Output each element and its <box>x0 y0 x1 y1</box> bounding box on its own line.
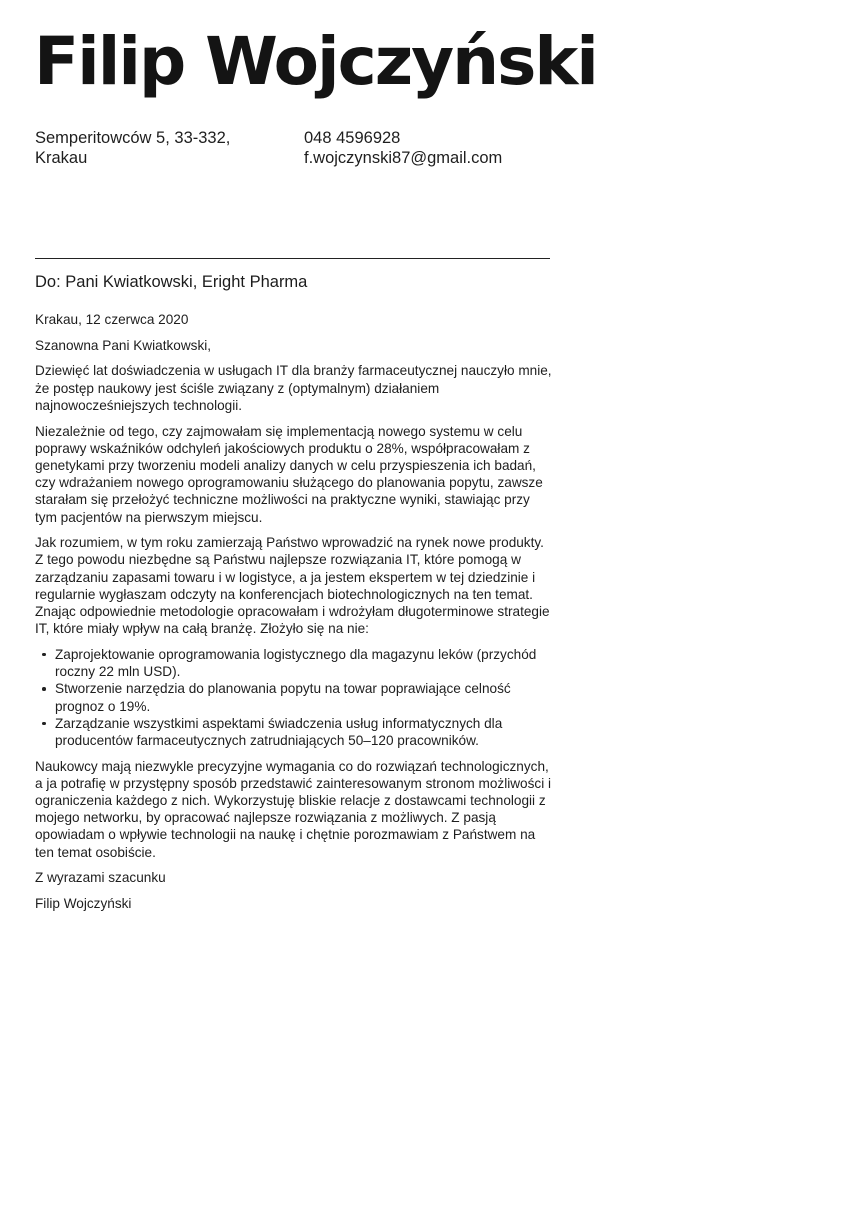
address-block <box>35 128 285 168</box>
paragraph: Niezależnie od tego, czy zajmowałam się implementacją nowego systemu w celu poprawy wskaźników odchyleń jakościowych produktu o 28%, współpracowałam z genetykami przy tworzeniu modeli analizy danych w celu przyspieszenia ich badań, czy wdrażaniem nowego oprogramowaniu służącego do planowania popytu, zawsze starałam się przełożyć techniczne możliwości na praktyczne wyniki, stawiając przy tym pacjentów na pierwszym miejscu. <box>35 423 543 525</box>
list-item: Stworzenie narzędzia do planowania popytu na towar poprawiające celność prognoz o 19%. <box>55 680 555 714</box>
list-item: Zarządzanie wszystkimi aspektami świadczenia usług informatycznych dla producentów farmaceutycznych zatrudniających 50–120 pracowników. <box>55 715 555 749</box>
header-divider <box>35 258 550 259</box>
signature: Filip Wojczyński <box>35 896 132 912</box>
letter-greeting: Szanowna Pani Kwiatkowski, <box>35 337 212 353</box>
address-line-1: Semperitowców 5, 33-332, <box>35 129 231 147</box>
letter-date: Krakau, 12 czerwca 2020 <box>35 312 189 327</box>
paragraph: Jak rozumiem, w tym roku zamierzają Państwo wprowadzić na rynek nowe produkty. Z tego powodu niezbędne są Państwu najlepsze rozwiązania IT, które pomogą w zarządzaniu zapasami towaru i w logistyce, a ja jestem ekspertem w tej dziedzinie i regularnie wygłaszam odczyty na konferencjach biotechnologicznych na ten temat. Znając odpowiednie metodologie opracowałam i wdrożyłam długoterminowe strategie IT, które miały wpływ na całą branżę. Złożyło się na nie: <box>35 535 550 637</box>
letter-body <box>35 311 555 921</box>
paragraph: Dziewięć lat doświadczenia w usługach IT dla branży farmaceutycznej nauczyło mnie, że postęp naukowy jest ściśle związany z (optymalnym) działaniem najnowocześniejszych technologii. <box>35 363 552 413</box>
email-address: f.wojczynski87@gmail.com <box>304 149 503 167</box>
closing-paragraph: Naukowcy mają niezwykle precyzyjne wymagania co do rozwiązań technologicznych, a ja potrafię w przystępny sposób przedstawić zainteresowanym stronom możliwości i ograniczenia każdego z nich. Wykorzystuję bliskie relacje z dostawcami technologii z mojego networku, by opracować najlepsze rozwiązania z możliwych. Z pasją opowiadam o wpływie technologii na naukę i chętnie porozmawiam z Państwem na ten temat osobiście. <box>35 758 552 860</box>
achievements-list <box>35 646 555 749</box>
sign-off: Z wyrazami szacunku <box>35 870 166 886</box>
recipient-line: Do: Pani Kwiatkowski, Eright Pharma <box>35 273 308 291</box>
address-line-2: Krakau <box>35 149 88 167</box>
contact-block <box>304 128 564 168</box>
applicant-name: Filip Wojczyński <box>34 23 597 100</box>
list-item: Zaprojektowanie oprogramowania logistycznego dla magazynu leków (przychód roczny 22 mln USD). <box>55 646 555 680</box>
phone-number: 048 4596928 <box>304 129 401 147</box>
